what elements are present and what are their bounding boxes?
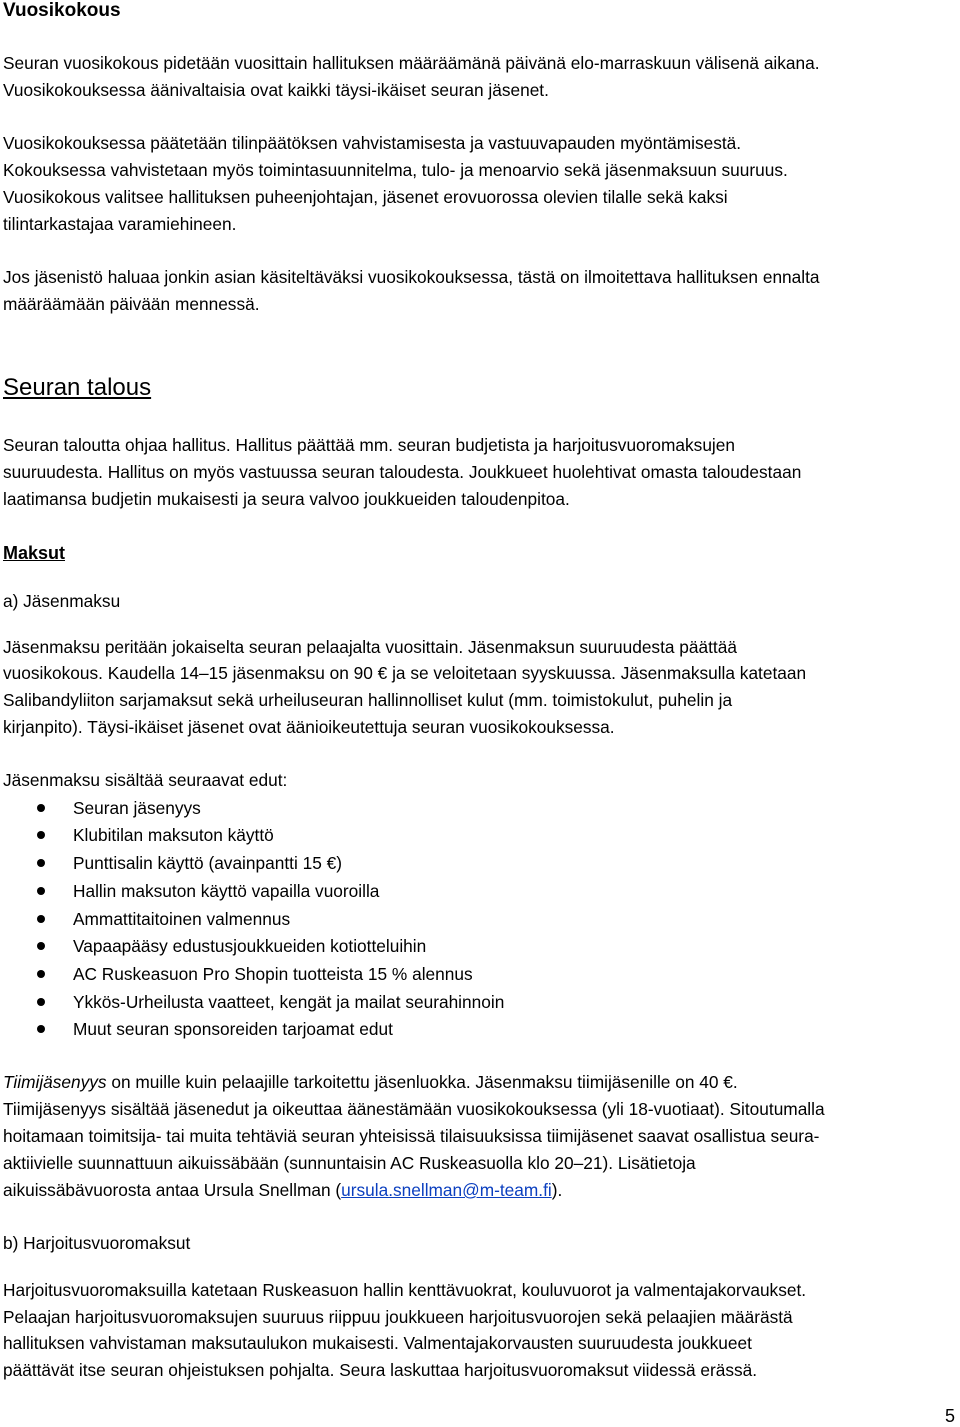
bullet-icon — [37, 970, 45, 978]
list-item: Vapaapääsy edustusjoukkueiden kotiotteluihin — [73, 936, 427, 956]
paragraph-line: Vuosikokouksessa äänivaltaisia ovat kaikki täysi-ikäiset seuran jäsenet. — [3, 80, 549, 100]
paragraph-line: vuosikokous. Kaudella 14–15 jäsenmaksu on 90 € ja se veloitetaan syyskuussa. Jäsenmaksulla katetaan — [3, 663, 807, 683]
list-item: Seuran jäsenyys — [73, 798, 201, 818]
paragraph-line: Vuosikokous valitsee hallituksen puheenjohtajan, jäsenet erovuorossa olevien tilalle sekä kaksi — [3, 187, 728, 207]
paragraph-line: Jos jäsenistö haluaa jonkin asian käsiteltäväksi vuosikokouksessa, tästä on ilmoitettava hallituksen ennalta — [3, 267, 820, 287]
paragraph-line: Harjoitusvuoromaksuilla katetaan Ruskeasuon hallin kenttävuokrat, kouluvuorot ja valmentajakorvaukset. — [3, 1280, 807, 1300]
list-item: Muut seuran sponsoreiden tarjoamat edut — [73, 1019, 393, 1039]
bullet-icon — [37, 804, 45, 812]
tiimijasenyys-term: Tiimijäsenyys — [3, 1072, 107, 1092]
paragraph-line: Tiimijäsenyys sisältää jäsenedut ja oikeuttaa äänestämään vuosikokouksessa (yli 18-vuotiaat). Sitoutumalla — [3, 1099, 825, 1119]
heading-vuosikokous: Vuosikokous — [3, 0, 121, 21]
bullet-icon — [37, 915, 45, 923]
paragraph-line — [3, 1071, 738, 1093]
paragraph-text: on muille kuin pelaajille tarkoitettu jäsenluokka. Jäsenmaksu tiimijäsenille on 40 €. — [106, 1072, 738, 1092]
paragraph-text: aikuissäbävuorosta antaa Ursula Snellman ( — [3, 1180, 342, 1200]
bullet-icon — [37, 887, 45, 895]
page-number: 5 — [944, 1406, 955, 1426]
list-item: Punttisalin käyttö (avainpantti 15 €) — [73, 853, 342, 873]
paragraph-line: Seuran vuosikokous pidetään vuosittain hallituksen määräämänä päivänä elo-marraskuun välisenä aikana. — [3, 53, 820, 73]
paragraph-line: Pelaajan harjoitusvuoromaksujen suuruus riippuu joukkueen harjoitusvuorojen sekä pelaajien määrästä — [3, 1307, 793, 1327]
paragraph-line: laatimansa budjetin mukaisesti ja seura valvoo joukkueiden taloudenpitoa. — [3, 489, 570, 509]
subheading-harjoitusvuoromaksut: b) Harjoitusvuoromaksut — [3, 1233, 191, 1253]
paragraph-line: Kokouksessa vahvistetaan myös toimintasuunnitelma, tulo- ja menoarvio sekä jäsenmaksuun suuruus. — [3, 160, 788, 180]
list-item: Hallin maksuton käyttö vapailla vuoroilla — [73, 881, 380, 901]
list-item: Ykkös-Urheilusta vaatteet, kengät ja mailat seurahinnoin — [73, 992, 505, 1012]
paragraph-line: hoitamaan toimitsija- tai muita tehtäviä seuran yhteisissä tilaisuuksissa tiimijäsenet saavat osallistua seura- — [3, 1126, 820, 1146]
bullet-icon — [37, 859, 45, 867]
paragraph-line: suuruudesta. Hallitus on myös vastuussa seuran taloudesta. Joukkueet huolehtivat omasta taloudestaan — [3, 462, 802, 482]
paragraph-line: tilintarkastajaa varamiehineen. — [3, 214, 237, 234]
list-item: AC Ruskeasuon Pro Shopin tuotteista 15 % alennus — [73, 964, 473, 984]
paragraph-line: Seuran taloutta ohjaa hallitus. Hallitus päättää mm. seuran budjetista ja harjoitusvuoromaksujen — [3, 435, 735, 455]
paragraph-line: hallituksen vahvistaman maksutaulukon mukaisesti. Valmentajakorvausten suuruudesta joukkueet — [3, 1333, 752, 1353]
list-item: Klubitilan maksuton käyttö — [73, 825, 274, 845]
paragraph-line: kirjanpito). Täysi-ikäiset jäsenet ovat äänioikeutettuja seuran vuosikokouksessa. — [3, 717, 615, 737]
email-link[interactable]: ursula.snellman@m-team.fi — [341, 1180, 552, 1200]
paragraph-line: päättävät itse seuran ohjeistuksen pohjalta. Seura laskuttaa harjoitusvuoromaksut viidessä erässä. — [3, 1360, 758, 1380]
paragraph-line: Salibandyliiton sarjamaksut sekä urheiluseuran hallinnolliset kulut (mm. toimistokulut, puhelin ja — [3, 690, 733, 710]
paragraph-line: määräämään päivään mennessä. — [3, 294, 260, 314]
paragraph-line: Vuosikokouksessa päätetään tilinpäätöksen vahvistamisesta ja vastuuvapauden myöntämisestä. — [3, 133, 742, 153]
subheading-jasenmaksu: a) Jäsenmaksu — [3, 591, 121, 611]
paragraph-line — [3, 1179, 562, 1201]
paragraph-line: aktiivielle suunnattuun aikuissäbään (sunnuntaisin AC Ruskeasuolla klo 20–21). Lisätietoja — [3, 1153, 696, 1173]
paragraph-text: ). — [551, 1180, 563, 1200]
bullet-icon — [37, 998, 45, 1006]
heading-maksut: Maksut — [3, 543, 66, 563]
paragraph-line: Jäsenmaksu peritään jokaiselta seuran pelaajalta vuosittain. Jäsenmaksun suuruudesta päättää — [3, 637, 737, 657]
heading-seuran-talous: Seuran talous — [3, 374, 152, 401]
bullet-icon — [37, 942, 45, 950]
benefits-intro: Jäsenmaksu sisältää seuraavat edut: — [3, 770, 288, 790]
list-item: Ammattitaitoinen valmennus — [73, 909, 291, 929]
bullet-icon — [37, 831, 45, 839]
bullet-icon — [37, 1025, 45, 1033]
